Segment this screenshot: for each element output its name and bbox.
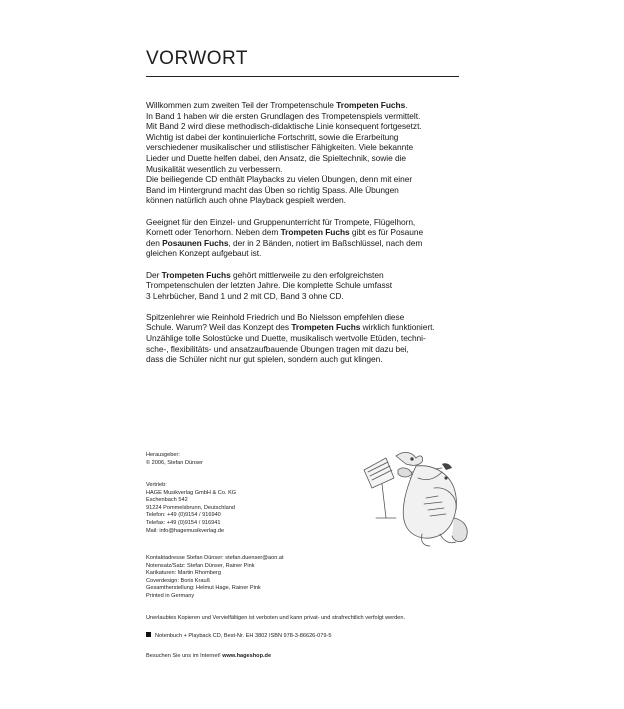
distribution-line: Eschenbach 542: [146, 497, 188, 504]
paragraph-text: gleichen Konzept aufgebaut ist.: [146, 248, 262, 259]
paragraph-text: Kornett oder Tenorhorn. Neben dem: [146, 227, 281, 238]
paragraph-text: können natürlich auch ohne Playback gespielt werden.: [146, 195, 346, 206]
publisher-line: © 2006, Stefan Dünser: [146, 459, 203, 466]
trumpet-fox-illustration-icon: [346, 448, 471, 548]
paragraph-text: gehört mittlerweile zu den erfolgreichsten: [230, 269, 384, 280]
paragraph-text: verschiedener musikalischer und stilistischer Fähigkeiten. Viele bekannte: [146, 142, 414, 153]
paragraph-text: Die beiliegende CD enthält Playbacks zu vielen Übungen, denn mit einer: [146, 174, 413, 185]
foreword-text: [146, 100, 466, 375]
bold-title-text: Trompeten Fuchs: [280, 227, 350, 238]
distribution-line: Vertrieb:: [146, 482, 167, 488]
distribution-line: HAGE Musikverlag GmbH & Co. KG: [146, 489, 237, 496]
paragraph-text: Musikalität wesentlich zu verbessern.: [146, 163, 283, 174]
credits-line: Printed in Germany: [146, 592, 195, 599]
paragraph-text: Unzählige tolle Solostücke und Duette, musikalisch wertvolle Etüden, techni-: [146, 333, 426, 344]
title-underline: [146, 76, 459, 77]
paragraph: [146, 100, 466, 206]
paragraph-text: , der in 2 Bänden, notiert im Baßschlüssel, nach dem: [228, 237, 423, 248]
page-title: VORWORT: [146, 48, 249, 69]
order-info: [146, 633, 446, 641]
paragraph-text: .: [405, 100, 408, 110]
paragraph-text: wirklich funktioniert.: [360, 322, 435, 333]
copyright-notice: Unerlaubtes Kopieren und Vervielfältigen ist verboten und kann privat- und strafrechtlich verfolgt werden.: [146, 615, 406, 621]
website-prefix: Besuchen Sie uns im Internet!: [146, 653, 223, 659]
paragraph-text: dass die Schüler nicht nur gut spielen, sondern auch gut klingen.: [146, 354, 383, 365]
distribution-line: Telefax: +49 (0)9154 / 916941: [146, 519, 221, 526]
paragraph: [146, 312, 466, 365]
bold-title-text: Trompeten Fuchs: [291, 322, 361, 333]
paragraph-text: Wichtig ist dabei der kontinuierliche Fortschritt, sowie die Erarbeitung: [146, 131, 399, 142]
credits-line: Coverdesign: Boris Krauß: [146, 577, 211, 584]
paragraph-text: 3 Lehrbücher, Band 1 und 2 mit CD, Band 3 ohne CD.: [146, 290, 344, 301]
bold-title-text: Trompeten Fuchs: [161, 269, 231, 280]
publisher-line: Herausgeber:: [146, 452, 180, 458]
paragraph-text: Spitzenlehrer wie Reinhold Friedrich und Bo Nielsson empfehlen diese: [146, 311, 405, 322]
credits-info: [146, 555, 446, 601]
paragraph-text: Der: [146, 269, 162, 280]
distribution-line: Mail: info@hagemusikverlag.de: [146, 527, 225, 534]
credits-line: Gesamtherstellung: Helmut Hage, Rainer Pink: [146, 585, 261, 592]
bullet-square-icon: [146, 632, 151, 637]
paragraph-text: Band im Hintergrund macht das Üben so richtig Spass. Alle Übungen: [146, 184, 399, 195]
bold-title-text: Posaunen Fuchs: [162, 237, 229, 248]
bold-title-text: Trompeten Fuchs: [336, 100, 406, 110]
paragraph: [146, 217, 466, 259]
website-link[interactable]: www.hageshop.de: [222, 653, 272, 659]
paragraph-text: Schule. Warum? Weil das Konzept des: [146, 322, 292, 333]
credits-line: Kontaktadresse Stefan Dünser: stefan.duenser@aon.at: [146, 555, 284, 561]
paragraph-text: Trompetenschulen der letzten Jahre. Die komplette Schule umfasst: [146, 280, 393, 291]
paragraph-text: In Band 1 haben wir die ersten Grundlagen des Trompetenspiels vermittelt.: [146, 110, 421, 121]
paragraph-text: Geeignet für den Einzel- und Gruppenunterricht für Trompete, Flügelhorn,: [146, 216, 416, 227]
paragraph: [146, 270, 466, 302]
paragraph-text: den: [146, 237, 163, 248]
credits-line: Notensatz/Satz: Stefan Dünser, Rainer Pink: [146, 562, 255, 569]
distribution-line: 91224 Pommelsbrunn, Deutschland: [146, 504, 235, 511]
credits-line: Karikaturen: Martin Rhomberg: [146, 570, 221, 577]
order-text: Notenbuch + Playback CD, Best-Nr. EH 3802 ISBN 978-3-86626-079-5: [155, 633, 332, 639]
paragraph-text: Lieder und Duette helfen dabei, den Ansatz, die Spieltechnik, sowie die: [146, 152, 406, 163]
distribution-line: Telefon: +49 (0)9154 / 916940: [146, 512, 221, 519]
paragraph-text: Willkommen zum zweiten Teil der Trompetenschule: [146, 100, 337, 110]
website-line: [146, 653, 446, 661]
paragraph-text: Mit Band 2 wird diese methodisch-didaktische Linie konsequent fortgesetzt.: [146, 121, 422, 132]
paragraph-text: gibt es für Posaune: [349, 227, 424, 238]
paragraph-text: sche-, flexibilitäts- und ansatzaufbauende Übungen tragen mit dazu bei,: [146, 343, 409, 354]
